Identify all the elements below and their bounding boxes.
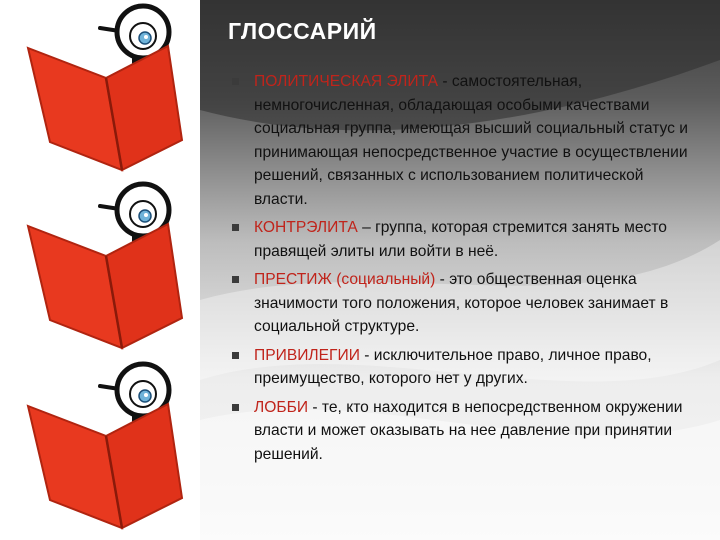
glossary-separator: - — [359, 346, 374, 364]
book-reader-icon — [8, 358, 198, 538]
book-reader-icon — [8, 178, 198, 358]
glossary-item — [230, 268, 700, 339]
glossary-term: ПРЕСТИЖ (социальный) — [254, 271, 436, 288]
glossary-definition: это общественная оценка значимости того положения, которое человек занимает в социальной структуре. — [254, 271, 669, 335]
glossary-term: КОНТРЭЛИТА — [254, 219, 358, 236]
glossary-item — [230, 216, 700, 263]
glossary-definition: группа, которая стремится занять место правящей элиты или войти в неё. — [254, 219, 667, 260]
glossary-term: ЛОББИ — [254, 398, 309, 416]
glossary-definition: исключительное право, личное право, преимущество, которого нет у других. — [254, 346, 652, 387]
glossary-term: ПОЛИТИЧЕСКАЯ ЭЛИТА — [254, 73, 439, 90]
square-bullet-icon — [232, 276, 239, 283]
slide-title: ГЛОССАРИЙ — [228, 18, 377, 44]
glossary-definition: самостоятельная, немногочисленная, обладающая особыми качествами социальная группа, имеющая высший социальный статус и принимающая непосредственное участие в осуществлении решений, связанных с использованием политической власти. — [254, 73, 688, 208]
glossary-item — [230, 70, 700, 211]
glossary-separator: – — [357, 219, 376, 236]
glossary-definition: те, кто находится в непосредственном окружении власти и может оказывать на нее давление при принятии решений. — [254, 398, 683, 463]
glossary-separator: - — [435, 271, 450, 288]
glossary-term: ПРИВИЛЕГИИ — [254, 346, 360, 364]
book-reader-icon — [8, 0, 198, 180]
glossary-list — [230, 70, 700, 471]
glossary-separator: - — [308, 398, 322, 416]
glossary-item — [230, 396, 700, 467]
glossary-separator: - — [438, 73, 452, 90]
square-bullet-icon — [232, 352, 239, 359]
square-bullet-icon — [232, 78, 239, 85]
glossary-item — [230, 344, 700, 391]
square-bullet-icon — [232, 404, 239, 411]
square-bullet-icon — [232, 224, 239, 231]
